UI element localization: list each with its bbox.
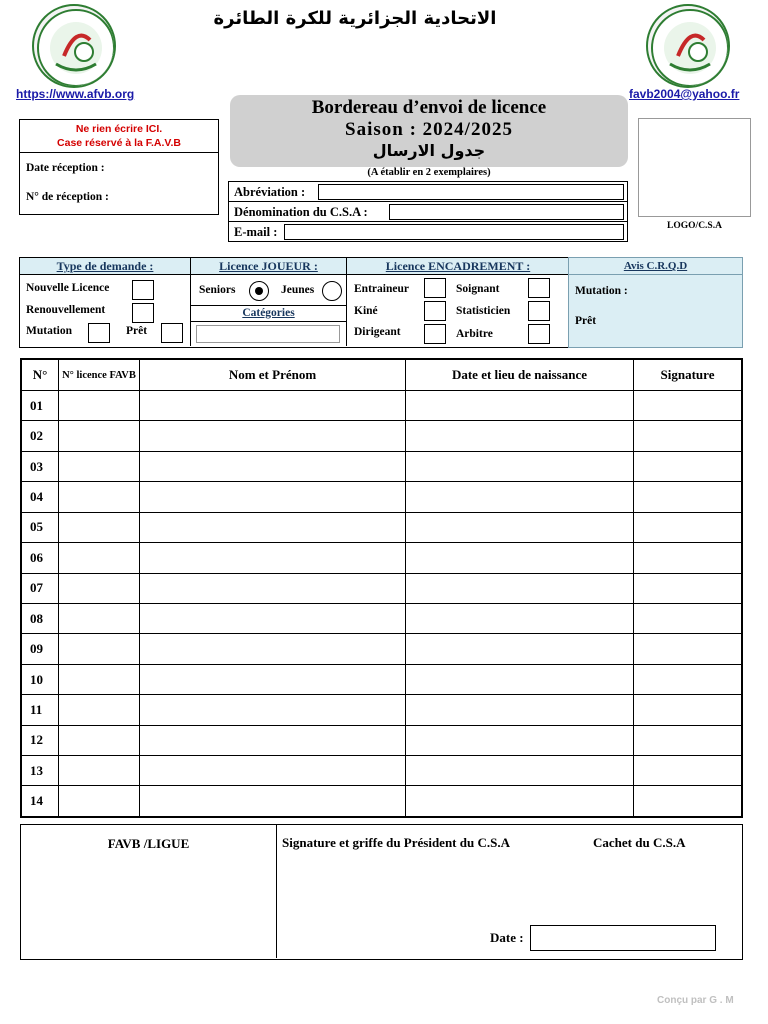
birth-cell[interactable] bbox=[406, 391, 634, 421]
new-license-checkbox[interactable] bbox=[132, 280, 154, 300]
club-email-field[interactable] bbox=[284, 224, 624, 240]
table-row bbox=[22, 482, 742, 512]
row-number: 13 bbox=[22, 756, 59, 786]
title-arabic: جدول الارسال bbox=[372, 141, 486, 160]
license-cell[interactable] bbox=[59, 451, 140, 481]
license-cell[interactable] bbox=[59, 786, 140, 817]
row-number: 09 bbox=[22, 634, 59, 664]
birth-cell[interactable] bbox=[406, 756, 634, 786]
crqd-mutation-label: Mutation : bbox=[575, 285, 628, 297]
signature-cell[interactable] bbox=[634, 695, 742, 725]
col-name: Nom et Prénom bbox=[140, 360, 406, 391]
name-cell[interactable] bbox=[140, 786, 406, 817]
crqd-loan-label: Prêt bbox=[575, 315, 597, 327]
date-reception-label: Date réception : bbox=[26, 162, 105, 174]
birth-cell[interactable] bbox=[406, 573, 634, 603]
physio-checkbox[interactable] bbox=[424, 301, 446, 321]
birth-cell[interactable] bbox=[406, 512, 634, 542]
license-cell[interactable] bbox=[59, 695, 140, 725]
staff-header: Licence ENCADREMENT : bbox=[347, 258, 569, 275]
title-box bbox=[230, 95, 628, 167]
birth-cell[interactable] bbox=[406, 543, 634, 573]
medic-checkbox[interactable] bbox=[528, 278, 550, 298]
stats-checkbox[interactable] bbox=[528, 301, 550, 321]
abbr-row: Abréviation : bbox=[229, 182, 627, 202]
crqd-box bbox=[568, 257, 743, 348]
row-number: 12 bbox=[22, 725, 59, 755]
col-number: N° bbox=[22, 360, 59, 391]
player-header: Licence JOUEUR : bbox=[191, 258, 346, 275]
manager-checkbox[interactable] bbox=[424, 324, 446, 344]
date-field[interactable] bbox=[530, 925, 716, 951]
num-reception-label: N° de réception : bbox=[26, 191, 109, 203]
name-cell[interactable] bbox=[140, 573, 406, 603]
signature-cell[interactable] bbox=[634, 786, 742, 817]
license-cell[interactable] bbox=[59, 512, 140, 542]
name-cell[interactable] bbox=[140, 512, 406, 542]
club-logo-box[interactable] bbox=[638, 118, 751, 217]
renewal-checkbox[interactable] bbox=[132, 303, 154, 323]
loan-checkbox[interactable] bbox=[161, 323, 183, 343]
mutation-checkbox[interactable] bbox=[88, 323, 110, 343]
favb-logo-left bbox=[32, 4, 116, 88]
license-cell[interactable] bbox=[59, 543, 140, 573]
title-line1: Bordereau d’envoi de licence bbox=[311, 97, 547, 118]
row-number: 03 bbox=[22, 451, 59, 481]
player-column: Licence JOUEUR : Seniors Jeunes Catégories bbox=[191, 258, 347, 346]
name-cell[interactable] bbox=[140, 543, 406, 573]
staff-column: Licence ENCADREMENT : Entraineur Soignant Kiné Statisticien Dirigeant Arbitre bbox=[347, 258, 569, 346]
signature-cell[interactable] bbox=[634, 391, 742, 421]
birth-cell[interactable] bbox=[406, 421, 634, 451]
table-row bbox=[22, 512, 742, 542]
col-signature: Signature bbox=[634, 360, 742, 391]
birth-cell[interactable] bbox=[406, 664, 634, 694]
row-number: 05 bbox=[22, 512, 59, 542]
reserved-box bbox=[19, 119, 219, 215]
signature-cell[interactable] bbox=[634, 603, 742, 633]
license-cell[interactable] bbox=[59, 634, 140, 664]
row-number: 06 bbox=[22, 543, 59, 573]
name-cell[interactable] bbox=[140, 603, 406, 633]
name-cell[interactable] bbox=[140, 664, 406, 694]
table-row bbox=[22, 725, 742, 755]
favb-league-cell bbox=[21, 825, 277, 958]
date-label: Date : bbox=[490, 930, 524, 945]
federation-arabic-title: الاتحادية الجزائرية للكرة الطائرة bbox=[213, 8, 497, 29]
table-row bbox=[22, 664, 742, 694]
request-section bbox=[19, 257, 571, 348]
row-number: 10 bbox=[22, 664, 59, 694]
birth-cell[interactable] bbox=[406, 451, 634, 481]
name-cell[interactable] bbox=[140, 421, 406, 451]
season-line: Saison : 2024/2025 bbox=[345, 119, 513, 140]
license-cell[interactable] bbox=[59, 573, 140, 603]
signature-cell[interactable] bbox=[634, 512, 742, 542]
name-cell[interactable] bbox=[140, 725, 406, 755]
president-signature-label: Signature et griffe du Président du C.S.A bbox=[282, 835, 510, 850]
signature-cell[interactable] bbox=[634, 543, 742, 573]
birth-cell[interactable] bbox=[406, 786, 634, 817]
license-cell[interactable] bbox=[59, 603, 140, 633]
table-row bbox=[22, 573, 742, 603]
categories-field[interactable] bbox=[196, 325, 340, 343]
copies-note: (A établir en 2 exemplaires) bbox=[367, 167, 491, 178]
type-header: Type de demande : bbox=[20, 258, 190, 275]
juniors-radio[interactable] bbox=[322, 281, 342, 301]
email-row: E-mail : bbox=[229, 222, 627, 242]
birth-cell[interactable] bbox=[406, 482, 634, 512]
row-number: 07 bbox=[22, 573, 59, 603]
col-birth: Date et lieu de naissance bbox=[406, 360, 634, 391]
name-cell[interactable] bbox=[140, 482, 406, 512]
birth-cell[interactable] bbox=[406, 603, 634, 633]
license-cell[interactable] bbox=[59, 725, 140, 755]
table-row bbox=[22, 603, 742, 633]
name-cell[interactable] bbox=[140, 695, 406, 725]
crqd-header: Avis C.R.Q.D bbox=[569, 258, 742, 275]
signature-cell[interactable] bbox=[634, 634, 742, 664]
reserved-note: Ne rien écrire ICI. Case réservé à la F.A.V.B bbox=[20, 120, 218, 153]
row-number: 14 bbox=[22, 786, 59, 817]
table-row bbox=[22, 421, 742, 451]
birth-cell[interactable] bbox=[406, 695, 634, 725]
coach-checkbox[interactable] bbox=[424, 278, 446, 298]
signature-cell[interactable] bbox=[634, 421, 742, 451]
players-table bbox=[20, 358, 743, 818]
birth-cell[interactable] bbox=[406, 634, 634, 664]
email-link[interactable]: favb2004@yahoo.fr bbox=[629, 87, 740, 101]
signature-cell[interactable] bbox=[634, 451, 742, 481]
name-cell[interactable] bbox=[140, 756, 406, 786]
signature-cell[interactable] bbox=[634, 725, 742, 755]
club-name-field[interactable] bbox=[389, 204, 624, 220]
table-row bbox=[22, 695, 742, 725]
designer-credit: Conçu par G . M bbox=[657, 995, 734, 1006]
birth-cell[interactable] bbox=[406, 725, 634, 755]
club-logo-label: LOGO/C.S.A bbox=[667, 221, 722, 231]
row-number: 02 bbox=[22, 421, 59, 451]
name-cell[interactable] bbox=[140, 634, 406, 664]
table-row bbox=[22, 756, 742, 786]
signature-cell[interactable] bbox=[634, 664, 742, 694]
favb-logo-right bbox=[646, 4, 730, 88]
name-cell[interactable] bbox=[140, 451, 406, 481]
club-info-box bbox=[228, 181, 628, 242]
license-cell[interactable] bbox=[59, 391, 140, 421]
table-row bbox=[22, 391, 742, 421]
abbr-field[interactable] bbox=[318, 184, 624, 200]
signature-cell[interactable] bbox=[634, 756, 742, 786]
signature-cell[interactable] bbox=[634, 573, 742, 603]
table-row bbox=[22, 451, 742, 481]
categories-label: Catégories bbox=[191, 305, 346, 322]
license-cell[interactable] bbox=[59, 482, 140, 512]
row-number: 11 bbox=[22, 695, 59, 725]
row-number: 01 bbox=[22, 391, 59, 421]
license-cell[interactable] bbox=[59, 756, 140, 786]
table-row bbox=[22, 634, 742, 664]
referee-checkbox[interactable] bbox=[528, 324, 550, 344]
seniors-radio[interactable] bbox=[249, 281, 269, 301]
name-row: Dénomination du C.S.A : bbox=[229, 202, 627, 222]
col-license: N° licence FAVB bbox=[59, 360, 140, 391]
favb-league-label: FAVB /LIGUE bbox=[107, 836, 190, 851]
name-cell[interactable] bbox=[140, 391, 406, 421]
website-link[interactable]: https://www.afvb.org bbox=[16, 87, 135, 101]
row-number: 08 bbox=[22, 603, 59, 633]
table-row bbox=[22, 786, 742, 817]
signature-cell[interactable] bbox=[634, 482, 742, 512]
row-number: 04 bbox=[22, 482, 59, 512]
license-cell[interactable] bbox=[59, 664, 140, 694]
club-stamp-label: Cachet du C.S.A bbox=[593, 835, 686, 850]
footer-box bbox=[20, 824, 743, 960]
type-column: Type de demande : Nouvelle Licence Renouvellement Mutation Prêt bbox=[20, 258, 191, 346]
table-row bbox=[22, 543, 742, 573]
license-cell[interactable] bbox=[59, 421, 140, 451]
